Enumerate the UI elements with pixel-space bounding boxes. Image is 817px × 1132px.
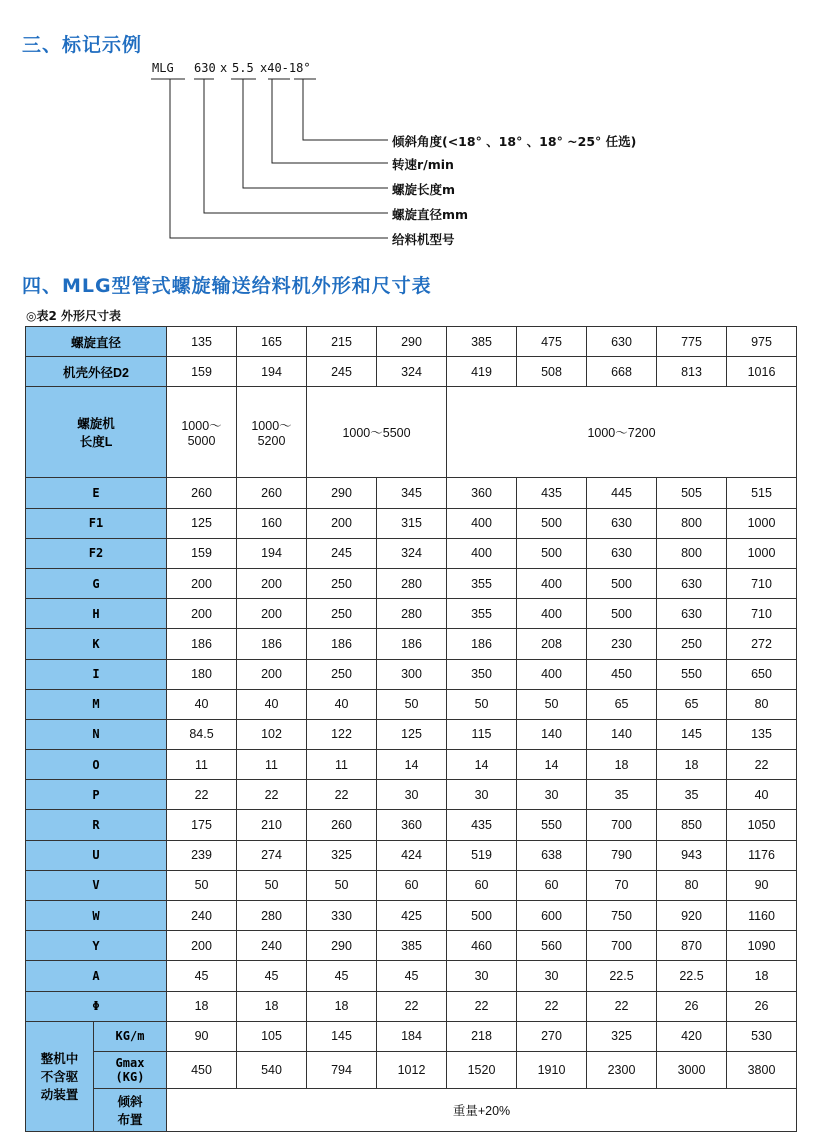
table-cell: 11 <box>167 750 237 780</box>
table-cell: 50 <box>307 870 377 900</box>
table-cell: 1000～ 5200 <box>237 387 307 478</box>
row-label: N <box>26 719 167 749</box>
table-cell: 260 <box>167 478 237 508</box>
table-cell: 140 <box>587 719 657 749</box>
table-cell: 2300 <box>587 1051 657 1088</box>
table-row-length <box>26 387 797 478</box>
table-cell: 40 <box>237 689 307 719</box>
code-model: MLG <box>152 61 174 75</box>
table-cell: 194 <box>237 357 307 387</box>
table-cell: 125 <box>167 508 237 538</box>
table-cell: 65 <box>587 689 657 719</box>
table-cell: 159 <box>167 357 237 387</box>
table-cell: 159 <box>167 538 237 568</box>
table-cell: 50 <box>517 689 587 719</box>
table-cell: 250 <box>307 599 377 629</box>
table-cell: 45 <box>167 961 237 991</box>
table-cell: 419 <box>447 357 517 387</box>
table-row-d2 <box>26 357 797 387</box>
table-cell: 35 <box>587 780 657 810</box>
table-row-11 <box>26 810 797 840</box>
table-cell: 355 <box>447 568 517 598</box>
table-cell: 200 <box>167 931 237 961</box>
table-cell: 280 <box>237 901 307 931</box>
table-cell: 40 <box>307 689 377 719</box>
table-cell: 500 <box>517 538 587 568</box>
table-cell: 200 <box>167 599 237 629</box>
table-row-4 <box>26 599 797 629</box>
table-cell: 70 <box>587 870 657 900</box>
table-cell: 280 <box>377 568 447 598</box>
table-cell: 850 <box>657 810 727 840</box>
table-cell: 1520 <box>447 1051 517 1088</box>
table-cell: 50 <box>377 689 447 719</box>
table-row-1 <box>26 508 797 538</box>
table-cell: 400 <box>517 568 587 598</box>
table-cell: 22 <box>447 991 517 1021</box>
row-label: Gmax (KG) <box>94 1051 167 1088</box>
table-cell: 122 <box>307 719 377 749</box>
table-cell: 1000 <box>727 508 797 538</box>
table-cell: 3800 <box>727 1051 797 1088</box>
table-cell: 18 <box>167 991 237 1021</box>
table-cell: 710 <box>727 599 797 629</box>
row-label: F2 <box>26 538 167 568</box>
table-cell: 105 <box>237 1021 307 1051</box>
table-cell: 345 <box>377 478 447 508</box>
table-cell: 250 <box>307 659 377 689</box>
table-cell: 140 <box>517 719 587 749</box>
dimension-table <box>25 326 797 1132</box>
table-cell: 290 <box>307 478 377 508</box>
table-cell: 550 <box>657 659 727 689</box>
row-label: H <box>26 599 167 629</box>
table-cell: 84.5 <box>167 719 237 749</box>
row-label: F1 <box>26 508 167 538</box>
table-cell: 400 <box>517 659 587 689</box>
table-cell: 315 <box>377 508 447 538</box>
table-cell: 30 <box>517 780 587 810</box>
table-cell: 208 <box>517 629 587 659</box>
table-cell: 355 <box>447 599 517 629</box>
table-row-weight-incline <box>26 1088 797 1131</box>
table-cell: 1090 <box>727 931 797 961</box>
table-cell: 420 <box>657 1021 727 1051</box>
table-cell: 30 <box>447 780 517 810</box>
group-label: 整机中 不含驱 动装置 <box>26 1021 94 1131</box>
table-cell: 14 <box>377 750 447 780</box>
table-cell: 60 <box>517 870 587 900</box>
table-cell: 26 <box>657 991 727 1021</box>
table-cell: 560 <box>517 931 587 961</box>
desc-incline-angle: 倾斜角度(<18° 、18° 、18° ~25° 任选) <box>392 134 637 149</box>
table-cell: 1000～ 5000 <box>167 387 237 478</box>
row-label: P <box>26 780 167 810</box>
table-cell: 30 <box>377 780 447 810</box>
table-cell: 194 <box>237 538 307 568</box>
row-label: G <box>26 568 167 598</box>
desc-model: 给料机型号 <box>392 232 455 247</box>
table-cell: 324 <box>377 357 447 387</box>
table-cell: 90 <box>727 870 797 900</box>
row-label: K <box>26 629 167 659</box>
table-cell: 870 <box>657 931 727 961</box>
table-cell: 245 <box>307 538 377 568</box>
table-cell: 18 <box>237 991 307 1021</box>
table-cell: 700 <box>587 810 657 840</box>
table-cell: 270 <box>517 1021 587 1051</box>
table-cell: 175 <box>167 810 237 840</box>
table-cell: 500 <box>587 599 657 629</box>
table-cell: 22.5 <box>587 961 657 991</box>
table-cell: 519 <box>447 840 517 870</box>
desc-speed: 转速r/min <box>392 157 454 172</box>
table-cell: 324 <box>377 538 447 568</box>
table-cell: 920 <box>657 901 727 931</box>
table-cell: 435 <box>447 810 517 840</box>
table-cell: 210 <box>237 810 307 840</box>
table-cell: 60 <box>447 870 517 900</box>
table-cell: 240 <box>167 901 237 931</box>
table-cell: 975 <box>727 327 797 357</box>
table-cell: 50 <box>167 870 237 900</box>
table-cell: 475 <box>517 327 587 357</box>
table-row-weight-kgm <box>26 1021 797 1051</box>
row-label: 螺旋机 长度L <box>26 387 167 478</box>
table-cell: 186 <box>377 629 447 659</box>
table-cell: 1176 <box>727 840 797 870</box>
table-row-0 <box>26 478 797 508</box>
table-cell: 135 <box>727 719 797 749</box>
row-label: KG/m <box>94 1021 167 1051</box>
table-cell: 50 <box>447 689 517 719</box>
table-cell: 250 <box>657 629 727 659</box>
table-cell: 630 <box>587 538 657 568</box>
row-label: A <box>26 961 167 991</box>
table-cell: 500 <box>517 508 587 538</box>
table-row-16 <box>26 961 797 991</box>
table-cell: 325 <box>587 1021 657 1051</box>
table-cell: 22 <box>307 780 377 810</box>
table-cell: 500 <box>447 901 517 931</box>
row-label: O <box>26 750 167 780</box>
table-row-14 <box>26 901 797 931</box>
table-cell: 515 <box>727 478 797 508</box>
table-cell: 540 <box>237 1051 307 1088</box>
table-cell: 630 <box>587 327 657 357</box>
table-cell: 1050 <box>727 810 797 840</box>
row-label: U <box>26 840 167 870</box>
table-cell: 14 <box>517 750 587 780</box>
table-cell: 45 <box>237 961 307 991</box>
table-cell: 160 <box>237 508 307 538</box>
row-label: M <box>26 689 167 719</box>
table-cell: 30 <box>517 961 587 991</box>
section-title-marking: 三、标记示例 <box>22 34 143 56</box>
table-cell: 3000 <box>657 1051 727 1088</box>
row-label: I <box>26 659 167 689</box>
table-cell: 245 <box>307 357 377 387</box>
table-cell: 135 <box>167 327 237 357</box>
table-cell: 145 <box>307 1021 377 1051</box>
table-cell: 1000～7200 <box>447 387 797 478</box>
table-cell: 600 <box>517 901 587 931</box>
section-title-dimensions: 四、MLG型管式螺旋输送给料机外形和尺寸表 <box>22 275 432 297</box>
table-cell: 800 <box>657 538 727 568</box>
table-row-6 <box>26 659 797 689</box>
table-cell: 460 <box>447 931 517 961</box>
table-cell: 22 <box>727 750 797 780</box>
table-cell: 385 <box>447 327 517 357</box>
table-cell: 260 <box>307 810 377 840</box>
table-cell: 18 <box>727 961 797 991</box>
table-cell: 45 <box>377 961 447 991</box>
table-cell: 80 <box>657 870 727 900</box>
table-cell: 60 <box>377 870 447 900</box>
table-cell: 710 <box>727 568 797 598</box>
table-cell: 22 <box>377 991 447 1021</box>
table-row-7 <box>26 689 797 719</box>
table-cell: 274 <box>237 840 307 870</box>
table-cell: 1160 <box>727 901 797 931</box>
table-cell: 239 <box>167 840 237 870</box>
table-cell: 186 <box>307 629 377 659</box>
table-cell: 18 <box>657 750 727 780</box>
table-cell: 11 <box>237 750 307 780</box>
table-row-9 <box>26 750 797 780</box>
table-cell: 22 <box>237 780 307 810</box>
table-cell: 630 <box>587 508 657 538</box>
table-cell: 1000 <box>727 538 797 568</box>
table-cell: 218 <box>447 1021 517 1051</box>
table-cell: 435 <box>517 478 587 508</box>
table-row-15 <box>26 931 797 961</box>
table-cell: 1016 <box>727 357 797 387</box>
table-cell: 330 <box>307 901 377 931</box>
table-cell: 500 <box>587 568 657 598</box>
table-cell: 943 <box>657 840 727 870</box>
table-row-10 <box>26 780 797 810</box>
table-cell: 813 <box>657 357 727 387</box>
row-label: R <box>26 810 167 840</box>
table-row-weight-gmax <box>26 1051 797 1088</box>
table-row-13 <box>26 870 797 900</box>
table-cell: 200 <box>307 508 377 538</box>
row-label: 螺旋直径 <box>26 327 167 357</box>
table-cell: 800 <box>657 508 727 538</box>
table-row-12 <box>26 840 797 870</box>
desc-screw-length: 螺旋长度m <box>392 182 456 197</box>
row-label: V <box>26 870 167 900</box>
table-row-5 <box>26 629 797 659</box>
table-cell: 445 <box>587 478 657 508</box>
code-diameter: 630 <box>194 61 216 75</box>
table-cell: 22 <box>587 991 657 1021</box>
table-cell: 90 <box>167 1021 237 1051</box>
table-cell: 125 <box>377 719 447 749</box>
table-cell: 1000～5500 <box>307 387 447 478</box>
table-cell: 184 <box>377 1021 447 1051</box>
table-cell: 14 <box>447 750 517 780</box>
table-cell: 400 <box>447 538 517 568</box>
table-cell: 550 <box>517 810 587 840</box>
table-cell: 215 <box>307 327 377 357</box>
table-cell: 280 <box>377 599 447 629</box>
table-cell: 186 <box>237 629 307 659</box>
desc-screw-diameter: 螺旋直径mm <box>392 207 469 222</box>
table-cell: 180 <box>167 659 237 689</box>
table-cell: 22 <box>167 780 237 810</box>
table-cell: 750 <box>587 901 657 931</box>
table-cell: 1910 <box>517 1051 587 1088</box>
table-cell: 775 <box>657 327 727 357</box>
row-label: Y <box>26 931 167 961</box>
table-cell: 200 <box>237 659 307 689</box>
row-label: 机壳外径D2 <box>26 357 167 387</box>
table-cell: 1012 <box>377 1051 447 1088</box>
table-cell: 325 <box>307 840 377 870</box>
table-cell: 200 <box>237 599 307 629</box>
table-cell: 450 <box>587 659 657 689</box>
table-cell: 630 <box>657 599 727 629</box>
code-x1: x <box>220 61 228 75</box>
table-cell: 200 <box>237 568 307 598</box>
table-row-8 <box>26 719 797 749</box>
table-cell: 30 <box>447 961 517 991</box>
table-cell: 35 <box>657 780 727 810</box>
table-cell: 700 <box>587 931 657 961</box>
table-cell: 102 <box>237 719 307 749</box>
code-speed-angle: x40-18° <box>260 61 311 75</box>
table-cell: 385 <box>377 931 447 961</box>
table-cell: 272 <box>727 629 797 659</box>
table-cell: 630 <box>657 568 727 598</box>
table-row-3 <box>26 568 797 598</box>
table-cell: 300 <box>377 659 447 689</box>
table-cell: 650 <box>727 659 797 689</box>
table-cell: 360 <box>377 810 447 840</box>
table-row-2 <box>26 538 797 568</box>
table-cell: 450 <box>167 1051 237 1088</box>
code-length: 5.5 <box>232 61 254 75</box>
table-row-diameter <box>26 327 797 357</box>
table-cell: 790 <box>587 840 657 870</box>
table-row-17 <box>26 991 797 1021</box>
table-cell: 186 <box>447 629 517 659</box>
table-cell: 重量+20% <box>167 1088 797 1131</box>
table-cell: 508 <box>517 357 587 387</box>
row-label: 倾斜 布置 <box>94 1088 167 1131</box>
table-cell: 80 <box>727 689 797 719</box>
table-cell: 360 <box>447 478 517 508</box>
table-cell: 115 <box>447 719 517 749</box>
table-cell: 22 <box>517 991 587 1021</box>
table-cell: 290 <box>307 931 377 961</box>
table-cell: 350 <box>447 659 517 689</box>
table-cell: 40 <box>727 780 797 810</box>
table-cell: 505 <box>657 478 727 508</box>
table-cell: 668 <box>587 357 657 387</box>
table-caption: ◎表2 外形尺寸表 <box>26 309 121 323</box>
table-cell: 200 <box>167 568 237 598</box>
table-cell: 145 <box>657 719 727 749</box>
row-label: W <box>26 901 167 931</box>
table-cell: 11 <box>307 750 377 780</box>
row-label: E <box>26 478 167 508</box>
table-cell: 165 <box>237 327 307 357</box>
table-cell: 18 <box>307 991 377 1021</box>
table-cell: 250 <box>307 568 377 598</box>
table-cell: 26 <box>727 991 797 1021</box>
table-cell: 50 <box>237 870 307 900</box>
table-cell: 794 <box>307 1051 377 1088</box>
table-cell: 65 <box>657 689 727 719</box>
table-cell: 400 <box>447 508 517 538</box>
table-cell: 22.5 <box>657 961 727 991</box>
table-cell: 638 <box>517 840 587 870</box>
table-cell: 425 <box>377 901 447 931</box>
table-cell: 290 <box>377 327 447 357</box>
table-cell: 260 <box>237 478 307 508</box>
row-label: Φ <box>26 991 167 1021</box>
table-cell: 18 <box>587 750 657 780</box>
table-cell: 186 <box>167 629 237 659</box>
table-cell: 530 <box>727 1021 797 1051</box>
table-cell: 45 <box>307 961 377 991</box>
table-cell: 240 <box>237 931 307 961</box>
table-cell: 400 <box>517 599 587 629</box>
table-cell: 230 <box>587 629 657 659</box>
table-cell: 40 <box>167 689 237 719</box>
table-cell: 424 <box>377 840 447 870</box>
